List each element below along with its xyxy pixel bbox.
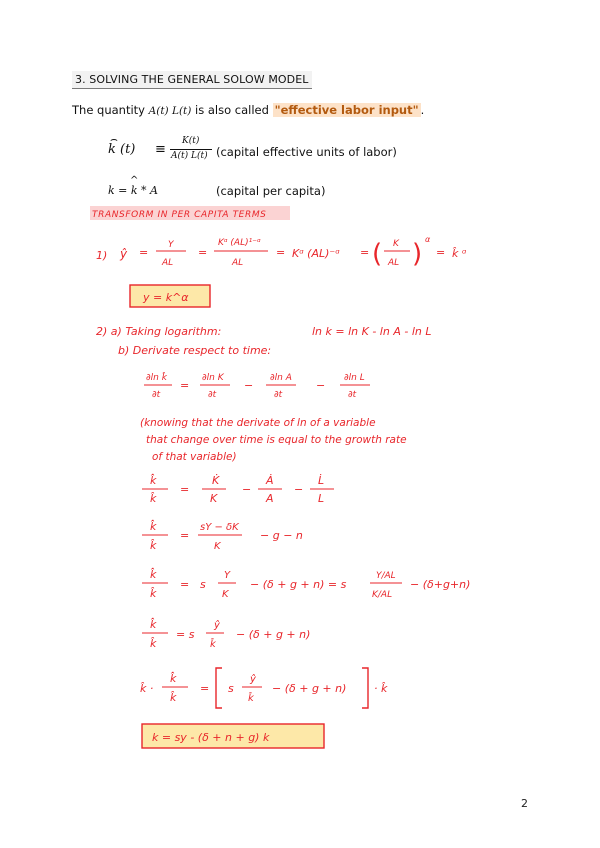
step1-equation bbox=[96, 235, 467, 269]
handwritten-heading: TRANSFORM IN PER CAPITA TERMS bbox=[92, 210, 267, 220]
dminus1: − bbox=[244, 379, 254, 392]
dminus2: − bbox=[316, 379, 326, 392]
s3-k: k̂ bbox=[150, 637, 157, 650]
bracket-close bbox=[362, 668, 368, 708]
m-s: s bbox=[228, 682, 234, 695]
multiply-step bbox=[140, 668, 388, 708]
s3-kdot: k̂̇ bbox=[150, 618, 157, 631]
growth-rate-equation bbox=[142, 473, 334, 505]
hat-accent-2: ^ bbox=[130, 175, 139, 186]
k-hat-alpha: k̂ ᵅ bbox=[452, 247, 467, 260]
dlnA-num: ∂ln A bbox=[270, 373, 292, 383]
g-kdot: k̂̇ bbox=[150, 474, 157, 487]
k-hat-note: (capital effective units of labor) bbox=[216, 145, 397, 159]
g-m1: − bbox=[242, 483, 252, 496]
step2a-label: 2) a) Taking logarithm: bbox=[96, 325, 222, 338]
bracket-open bbox=[216, 668, 222, 708]
section-title-text: 3. SOLVING THE GENERAL SOLOW MODEL bbox=[75, 73, 309, 86]
frac3-den: AL bbox=[388, 258, 400, 268]
frac3-num: K bbox=[393, 239, 399, 249]
k-note: (capital per capita) bbox=[216, 184, 326, 198]
s2-tail: − (δ+g+n) bbox=[410, 578, 471, 591]
final-boxed-result: k = sy - (δ + n + g) k bbox=[152, 731, 270, 744]
dlnk-num: ∂ln k̂ bbox=[146, 373, 167, 383]
frac2-den: AL bbox=[232, 258, 244, 268]
equiv-sign: ≡ bbox=[155, 142, 166, 157]
g-K: K bbox=[210, 492, 218, 505]
frac2-num: Kᵅ (AL)¹⁻ᵅ bbox=[218, 238, 261, 248]
exp-alpha: α bbox=[425, 235, 431, 244]
s2-kal: K/AL bbox=[372, 590, 393, 600]
s3-rest: − (δ + g + n) bbox=[236, 628, 311, 641]
m-k: k̂ · bbox=[140, 682, 154, 695]
k-equation: k = k * A bbox=[108, 184, 158, 197]
substitution-2 bbox=[142, 567, 470, 600]
log-derivative-equation bbox=[144, 371, 370, 400]
knowing-line-2: that change over time is equal to the growth rate bbox=[146, 434, 407, 446]
s1-rest: − g − n bbox=[260, 529, 303, 542]
s2-kdot: k̂̇ bbox=[150, 568, 157, 581]
g-m2: − bbox=[294, 483, 304, 496]
intro-text-after: . bbox=[420, 103, 425, 117]
dlnL-den: ∂t bbox=[348, 390, 357, 400]
g-L: L bbox=[318, 492, 325, 505]
s2-K: K bbox=[222, 589, 229, 600]
m-kdot: k̂̇ bbox=[170, 672, 177, 685]
intro-text-mid: is also called bbox=[191, 103, 273, 117]
dlnK-num: ∂ln K bbox=[202, 373, 224, 383]
dlnK-den: ∂t bbox=[208, 390, 217, 400]
paren-open: ( bbox=[372, 239, 383, 269]
g-Adot: Ȧ bbox=[266, 474, 274, 487]
s2-Y: Y bbox=[224, 570, 231, 581]
step2b-label: b) Derivate respect to time: bbox=[118, 344, 272, 357]
substitution-3 bbox=[142, 617, 310, 650]
substitution-1 bbox=[142, 519, 303, 552]
knowing-line-1: (knowing that the derivate of ln of a variable bbox=[140, 417, 376, 429]
dlnk-den: ∂t bbox=[152, 390, 161, 400]
fraction-numerator: K(t) bbox=[182, 136, 200, 146]
intro-math: A(t) L(t) bbox=[148, 105, 192, 117]
knowing-line-3: of that variable) bbox=[152, 451, 237, 463]
fraction-denominator: A(t) L(t) bbox=[171, 151, 208, 161]
frac1-num: Y bbox=[168, 240, 174, 250]
m-eq: = bbox=[200, 682, 210, 695]
g-Ldot: L̇ bbox=[318, 474, 325, 487]
y-hat: ŷ bbox=[120, 247, 128, 261]
intro-text-before: The quantity bbox=[72, 103, 149, 117]
hat-accent: ⌢ bbox=[110, 132, 118, 146]
deq1: = bbox=[180, 379, 190, 392]
s1-num: sY − δK bbox=[200, 522, 239, 533]
m-rest: − (δ + g + n) bbox=[272, 682, 347, 695]
eq5: = bbox=[436, 246, 446, 259]
s1-kdot: k̂̇ bbox=[150, 520, 157, 533]
s3-eq: = s bbox=[176, 628, 195, 641]
g-k: k̂ bbox=[150, 492, 157, 505]
m-kk: k̂ bbox=[170, 691, 177, 704]
s2-eq: = bbox=[180, 578, 190, 591]
page-number: 2 bbox=[521, 797, 528, 810]
s1-eq: = bbox=[180, 529, 190, 542]
eq2: = bbox=[198, 246, 208, 259]
step1-boxed-result: y = k^α bbox=[143, 291, 189, 304]
s3-y: ŷ bbox=[214, 620, 220, 631]
s1-k: k̂ bbox=[150, 539, 157, 552]
g-eq: = bbox=[180, 483, 190, 496]
s3-kk: k̂ bbox=[210, 639, 216, 650]
s2-k: k̂ bbox=[150, 587, 157, 600]
eq3: = bbox=[276, 246, 286, 259]
g-Kdot: K̇ bbox=[212, 474, 220, 487]
eq4: = bbox=[360, 246, 370, 259]
dlnA-den: ∂t bbox=[274, 390, 283, 400]
eq1: = bbox=[139, 246, 149, 259]
k-alpha-al: Kᵅ (AL)⁻ᵅ bbox=[292, 247, 340, 260]
step2a-equation: ln k = ln K - ln A - ln L bbox=[312, 325, 432, 338]
s1-den: K bbox=[214, 541, 221, 552]
step1-label: 1) bbox=[96, 249, 108, 262]
frac1-den: AL bbox=[162, 258, 174, 268]
dlnL-num: ∂ln L bbox=[344, 373, 365, 383]
k-hat-lhs: k (t) bbox=[108, 142, 136, 157]
m-k2: k̂ bbox=[248, 693, 254, 704]
g-A: A bbox=[266, 492, 274, 505]
s2-s: s bbox=[200, 578, 206, 591]
paren-close: ) bbox=[412, 239, 423, 269]
m-tail: · k̂ bbox=[374, 682, 388, 695]
s2-mid: − (δ + g + n) = s bbox=[250, 578, 347, 591]
intro-highlight: "effective labor input" bbox=[274, 103, 419, 117]
s2-yal: Y/AL bbox=[376, 571, 396, 581]
m-y: ŷ bbox=[250, 674, 256, 685]
